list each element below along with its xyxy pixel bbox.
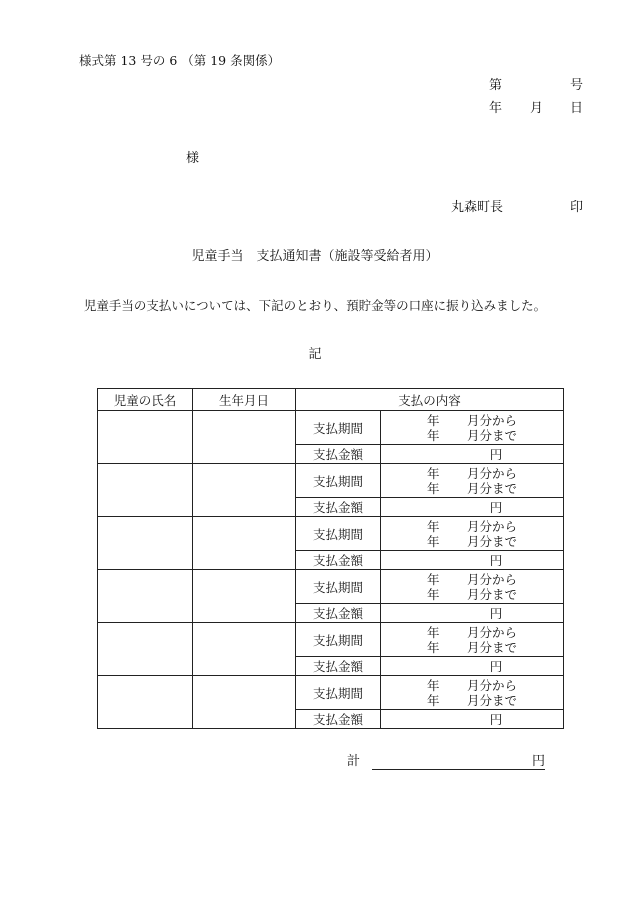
document-number-prefix: 第	[489, 78, 503, 93]
total-yen: 円	[532, 754, 546, 769]
body-text: 児童手当の支払いについては、下記のとおり、預貯金等の口座に振り込みました。	[83, 298, 547, 313]
period-value[interactable]	[381, 676, 564, 710]
table-row	[98, 676, 564, 710]
birth-date-cell[interactable]	[193, 464, 296, 517]
period-from-text: 月分から	[467, 677, 518, 693]
document-title: 児童手当 支払通知書（施設等受給者用）	[191, 249, 439, 264]
header-payment-content: 支払の内容	[296, 389, 564, 411]
period-to-text: 月分まで	[467, 586, 518, 602]
child-name-cell[interactable]	[98, 676, 193, 729]
period-from-text: 月分から	[467, 465, 518, 481]
amount-label: 支払金額	[296, 551, 381, 570]
table-row	[98, 464, 564, 498]
period-label: 支払期間	[296, 411, 381, 445]
child-name-cell[interactable]	[98, 570, 193, 623]
amount-value[interactable]: 円	[381, 604, 564, 623]
period-to-year: 年	[427, 480, 440, 496]
amount-label: 支払金額	[296, 710, 381, 729]
period-to-year: 年	[427, 639, 440, 655]
period-to-year: 年	[427, 692, 440, 708]
table-header-row	[98, 389, 564, 411]
total-underline	[372, 769, 545, 770]
period-value[interactable]	[381, 411, 564, 445]
period-label: 支払期間	[296, 570, 381, 604]
period-value[interactable]	[381, 570, 564, 604]
period-value[interactable]	[381, 464, 564, 498]
table-row	[98, 411, 564, 445]
birth-date-cell[interactable]	[193, 517, 296, 570]
period-from-year: 年	[427, 624, 440, 640]
document-number-suffix: 号	[570, 78, 584, 93]
amount-label: 支払金額	[296, 657, 381, 676]
period-label: 支払期間	[296, 464, 381, 498]
amount-label: 支払金額	[296, 604, 381, 623]
child-name-cell[interactable]	[98, 517, 193, 570]
period-label: 支払期間	[296, 676, 381, 710]
period-from-text: 月分から	[467, 412, 518, 428]
period-to-year: 年	[427, 427, 440, 443]
birth-date-cell[interactable]	[193, 676, 296, 729]
period-to-text: 月分まで	[467, 480, 518, 496]
payment-table	[97, 388, 564, 729]
date-year-label: 年	[489, 101, 503, 116]
period-value[interactable]	[381, 517, 564, 551]
ki-heading: 記	[308, 347, 322, 362]
amount-value[interactable]: 円	[381, 445, 564, 464]
birth-date-cell[interactable]	[193, 623, 296, 676]
period-to-year: 年	[427, 586, 440, 602]
period-to-year: 年	[427, 533, 440, 549]
period-value[interactable]	[381, 623, 564, 657]
period-to-text: 月分まで	[467, 427, 518, 443]
period-to-text: 月分まで	[467, 692, 518, 708]
table-row	[98, 623, 564, 657]
period-from-text: 月分から	[467, 571, 518, 587]
table-row	[98, 517, 564, 551]
header-child-name: 児童の氏名	[98, 389, 193, 411]
period-from-year: 年	[427, 571, 440, 587]
date-day-label: 日	[570, 101, 584, 116]
birth-date-cell[interactable]	[193, 570, 296, 623]
table-row	[98, 570, 564, 604]
seal-mark: 印	[570, 200, 584, 215]
period-from-year: 年	[427, 465, 440, 481]
header-birth-date: 生年月日	[193, 389, 296, 411]
total-label: 計	[347, 754, 361, 769]
amount-label: 支払金額	[296, 445, 381, 464]
period-label: 支払期間	[296, 517, 381, 551]
child-name-cell[interactable]	[98, 464, 193, 517]
period-to-text: 月分まで	[467, 639, 518, 655]
period-label: 支払期間	[296, 623, 381, 657]
period-from-year: 年	[427, 677, 440, 693]
period-from-year: 年	[427, 518, 440, 534]
date-month-label: 月	[530, 101, 544, 116]
amount-value[interactable]: 円	[381, 657, 564, 676]
amount-value[interactable]: 円	[381, 498, 564, 517]
birth-date-cell[interactable]	[193, 411, 296, 464]
amount-label: 支払金額	[296, 498, 381, 517]
period-from-text: 月分から	[467, 518, 518, 534]
child-name-cell[interactable]	[98, 623, 193, 676]
period-from-text: 月分から	[467, 624, 518, 640]
issuer-name: 丸森町長	[451, 200, 504, 215]
amount-value[interactable]: 円	[381, 551, 564, 570]
amount-value[interactable]: 円	[381, 710, 564, 729]
form-number-label: 様式第 13 号の 6 （第 19 条関係）	[79, 53, 281, 68]
recipient-honorific: 様	[186, 151, 200, 166]
period-to-text: 月分まで	[467, 533, 518, 549]
period-from-year: 年	[427, 412, 440, 428]
child-name-cell[interactable]	[98, 411, 193, 464]
